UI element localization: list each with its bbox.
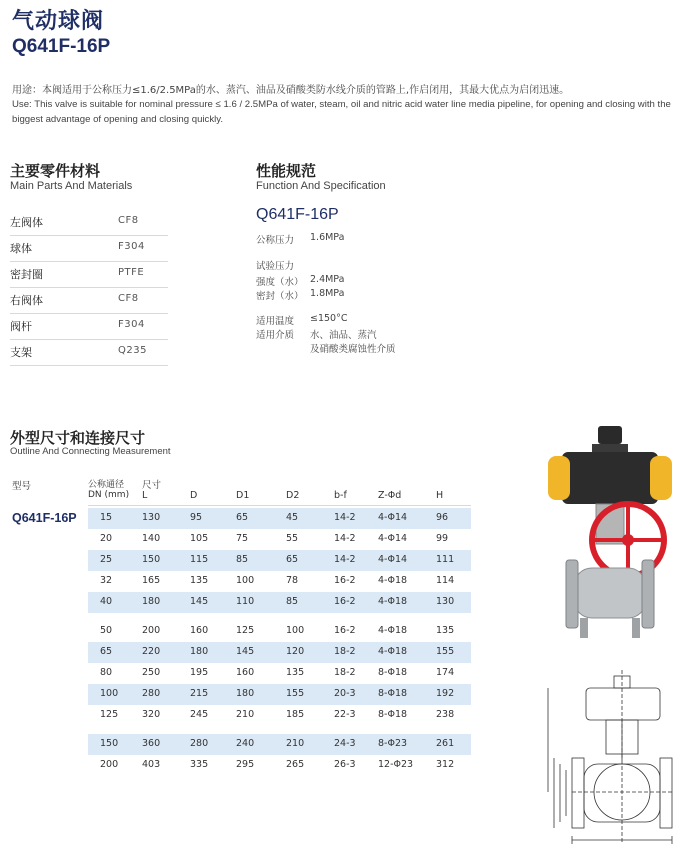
cell-zd: 8-Φ18: [378, 709, 408, 720]
spec-value: 1.6MPa: [310, 232, 345, 243]
cell-d1: 160: [236, 667, 255, 678]
cell-h: 155: [436, 646, 455, 657]
cell-dn: 125: [100, 709, 119, 720]
table-row: [88, 508, 471, 529]
spec-model: Q641F-16P: [256, 206, 339, 223]
part-row: [10, 210, 168, 236]
cell-h: 312: [436, 759, 455, 770]
cell-zd: 12-Φ23: [378, 759, 414, 770]
cell-d2: 55: [286, 533, 299, 544]
table-row: [88, 755, 471, 776]
cell-d1: 295: [236, 759, 255, 770]
cell-d: 245: [190, 709, 209, 720]
cell-dn: 15: [100, 512, 113, 523]
cell-d1: 110: [236, 596, 255, 607]
spec-label: 公称压力: [256, 235, 295, 246]
cell-d1: 65: [236, 512, 249, 523]
cell-dn: 65: [100, 646, 113, 657]
cell-zd: 4-Φ14: [378, 512, 408, 523]
cell-d: 145: [190, 596, 209, 607]
part-material: F304: [118, 319, 145, 330]
part-material: CF8: [118, 215, 139, 226]
cell-h: 135: [436, 625, 455, 636]
cell-l: 180: [142, 596, 161, 607]
cell-l: 360: [142, 738, 161, 749]
cell-d2: 65: [286, 554, 299, 565]
cell-bf: 14-2: [334, 554, 356, 565]
cell-h: 96: [436, 512, 449, 523]
spec-value: ≤150°C: [310, 313, 348, 324]
cell-d2: 45: [286, 512, 299, 523]
cell-bf: 14-2: [334, 512, 356, 523]
valve-product-photo: [540, 418, 680, 658]
usage-text-en: Use: This valve is suitable for nominal pressure ≤ 1.6 / 2.5MPa of water, steam, oil and nitric acid water line media pipeline, for opening and closing with the biggest advantage of opening and closing quickly.: [12, 99, 671, 125]
table-header-rule: [88, 505, 471, 506]
cell-dn: 200: [100, 759, 119, 770]
cell-bf: 16-2: [334, 625, 356, 636]
cell-bf: 14-2: [334, 533, 356, 544]
cell-d1: 100: [236, 575, 255, 586]
col-head-bf: b-f: [334, 490, 347, 501]
part-row: [10, 236, 168, 262]
part-name: 密封圈: [10, 268, 43, 281]
spec-value: 及硝酸类腐蚀性介质: [310, 344, 396, 355]
cell-d2: 155: [286, 688, 305, 699]
cell-zd: 4-Φ18: [378, 646, 408, 657]
cell-d: 115: [190, 554, 209, 565]
cell-l: 165: [142, 575, 161, 586]
cell-bf: 26-3: [334, 759, 356, 770]
cell-zd: 4-Φ18: [378, 596, 408, 607]
cell-d1: 145: [236, 646, 255, 657]
cell-h: 99: [436, 533, 449, 544]
support-leg: [580, 618, 588, 638]
cell-d: 215: [190, 688, 209, 699]
cell-d1: 85: [236, 554, 249, 565]
cell-dn: 32: [100, 575, 113, 586]
table-row: [88, 642, 471, 663]
table-row: [88, 571, 471, 592]
col-head-l: L: [142, 490, 148, 501]
cell-dn: 80: [100, 667, 113, 678]
cell-h: 238: [436, 709, 455, 720]
spec-value: 2.4MPa: [310, 274, 345, 285]
drawing-right-flange: [660, 758, 672, 828]
table-row: [88, 705, 471, 726]
cell-l: 130: [142, 512, 161, 523]
cell-h: 174: [436, 667, 455, 678]
part-row: [10, 314, 168, 340]
part-material: Q235: [118, 345, 147, 356]
cell-bf: 20-3: [334, 688, 356, 699]
part-material: PTFE: [118, 267, 145, 278]
cell-dn: 25: [100, 554, 113, 565]
table-row: [88, 529, 471, 550]
table-row: [88, 684, 471, 705]
cell-d1: 210: [236, 709, 255, 720]
spec-block: [256, 206, 396, 355]
support-leg: [632, 618, 640, 638]
cell-dn: 150: [100, 738, 119, 749]
cell-d: 105: [190, 533, 209, 544]
part-name: 球体: [10, 242, 32, 255]
col-head-d2: D2: [286, 490, 300, 501]
col-head-size: 尺寸: [142, 480, 162, 491]
cell-d2: 78: [286, 575, 299, 586]
cell-d2: 265: [286, 759, 305, 770]
col-head-dn-en: DN (mm): [88, 490, 130, 500]
valve-body: [574, 568, 646, 618]
cell-d: 180: [190, 646, 209, 657]
spec-label: 强度（水）: [256, 277, 304, 288]
cell-d2: 100: [286, 625, 305, 636]
model-number: Q641F-16P: [12, 36, 111, 57]
col-head-model: 型号: [12, 481, 32, 492]
parts-list: [10, 210, 168, 366]
cell-d: 195: [190, 667, 209, 678]
cell-dn: 20: [100, 533, 113, 544]
actuator-left-cap: [548, 456, 570, 500]
cell-d: 135: [190, 575, 209, 586]
cell-d: 160: [190, 625, 209, 636]
dims-title-cn: 外型尺寸和连接尺寸: [10, 429, 146, 447]
cell-l: 403: [142, 759, 161, 770]
table-row: [88, 663, 471, 684]
cell-l: 250: [142, 667, 161, 678]
right-flange: [642, 560, 654, 628]
cell-zd: 4-Φ14: [378, 533, 408, 544]
cell-l: 220: [142, 646, 161, 657]
cell-d: 95: [190, 512, 203, 523]
actuator-top-pinion: [598, 426, 622, 444]
cell-d: 280: [190, 738, 209, 749]
spec-medium-cont: [256, 341, 396, 355]
table-row: [88, 592, 471, 613]
col-head-dn-cn: 公称通径: [88, 480, 125, 490]
table-row: [88, 621, 471, 642]
cell-zd: 8-Φ18: [378, 688, 408, 699]
cell-h: 261: [436, 738, 455, 749]
spec-test: [256, 258, 339, 272]
page-title: 气动球阀: [12, 9, 105, 34]
dims-table: [88, 508, 471, 776]
parts-title-en: Main Parts And Materials: [10, 180, 133, 192]
part-row: [10, 262, 168, 288]
part-name: 阀杆: [10, 320, 32, 333]
spec-title-en: Function And Specification: [256, 180, 386, 192]
col-head-h: H: [436, 490, 444, 501]
cell-h: 114: [436, 575, 455, 586]
table-row: [88, 550, 471, 571]
cell-h: 111: [436, 554, 455, 565]
cell-l: 150: [142, 554, 161, 565]
dims-title-en: Outline And Connecting Measurement: [10, 446, 171, 457]
spec-seal: [256, 288, 345, 302]
spec-temp: [256, 313, 348, 327]
cell-bf: 18-2: [334, 667, 356, 678]
spec-medium: [256, 327, 377, 341]
cell-d: 335: [190, 759, 209, 770]
cell-zd: 8-Φ23: [378, 738, 408, 749]
col-head-d1: D1: [236, 490, 250, 501]
cell-h: 192: [436, 688, 455, 699]
cell-bf: 24-3: [334, 738, 356, 749]
cell-d2: 185: [286, 709, 305, 720]
spec-value: 水、油品、蒸汽: [310, 330, 377, 341]
cell-dn: 40: [100, 596, 113, 607]
part-material: CF8: [118, 293, 139, 304]
cell-bf: 22-3: [334, 709, 356, 720]
table-model-label: Q641F-16P: [12, 511, 77, 525]
cell-l: 140: [142, 533, 161, 544]
cell-zd: 4-Φ18: [378, 625, 408, 636]
cell-d1: 75: [236, 533, 249, 544]
spec-label: 试验压力: [256, 261, 295, 272]
col-head-zd: Z-Φd: [378, 490, 402, 501]
cell-dn: 50: [100, 625, 113, 636]
cell-l: 320: [142, 709, 161, 720]
left-flange: [566, 560, 578, 628]
actuator-right-cap: [650, 456, 672, 500]
cell-d1: 125: [236, 625, 255, 636]
actuator-body: [562, 452, 658, 504]
table-row: [88, 734, 471, 755]
spec-label: 密封（水）: [256, 291, 304, 302]
cell-zd: 4-Φ14: [378, 554, 408, 565]
cell-d2: 135: [286, 667, 305, 678]
cell-d2: 85: [286, 596, 299, 607]
parts-title-cn: 主要零件材料: [10, 162, 101, 180]
cell-d2: 210: [286, 738, 305, 749]
spec-nominal: [256, 232, 345, 246]
spec-strength: [256, 274, 345, 288]
cell-bf: 18-2: [334, 646, 356, 657]
part-name: 右阀体: [10, 294, 43, 307]
cell-l: 200: [142, 625, 161, 636]
part-material: F304: [118, 241, 145, 252]
cell-bf: 16-2: [334, 575, 356, 586]
spec-label: 适用温度: [256, 316, 295, 327]
cell-dn: 100: [100, 688, 119, 699]
spec-title-cn: 性能规范: [256, 162, 317, 180]
cell-zd: 4-Φ18: [378, 575, 408, 586]
usage-text-cn: 用途：本阀适用于公称压力≤1.6/2.5MPa的水、蒸汽、油品及硝酸类防水线介质的管路上,作启闭用，其最大优点为启闭迅速。: [12, 85, 570, 96]
part-name: 左阀体: [10, 216, 43, 229]
drawing-left-flange: [572, 758, 584, 828]
valve-technical-drawing: [540, 668, 680, 854]
part-row: [10, 340, 168, 366]
part-row: [10, 288, 168, 314]
cell-d1: 240: [236, 738, 255, 749]
cell-h: 130: [436, 596, 455, 607]
cell-l: 280: [142, 688, 161, 699]
cell-d1: 180: [236, 688, 255, 699]
part-name: 支架: [10, 346, 32, 359]
cell-d2: 120: [286, 646, 305, 657]
spec-label: 适用介质: [256, 330, 295, 341]
cell-bf: 16-2: [334, 596, 356, 607]
col-head-d: D: [190, 490, 198, 501]
spec-value: 1.8MPa: [310, 288, 345, 299]
cell-zd: 8-Φ18: [378, 667, 408, 678]
drawing-actuator: [586, 688, 660, 720]
